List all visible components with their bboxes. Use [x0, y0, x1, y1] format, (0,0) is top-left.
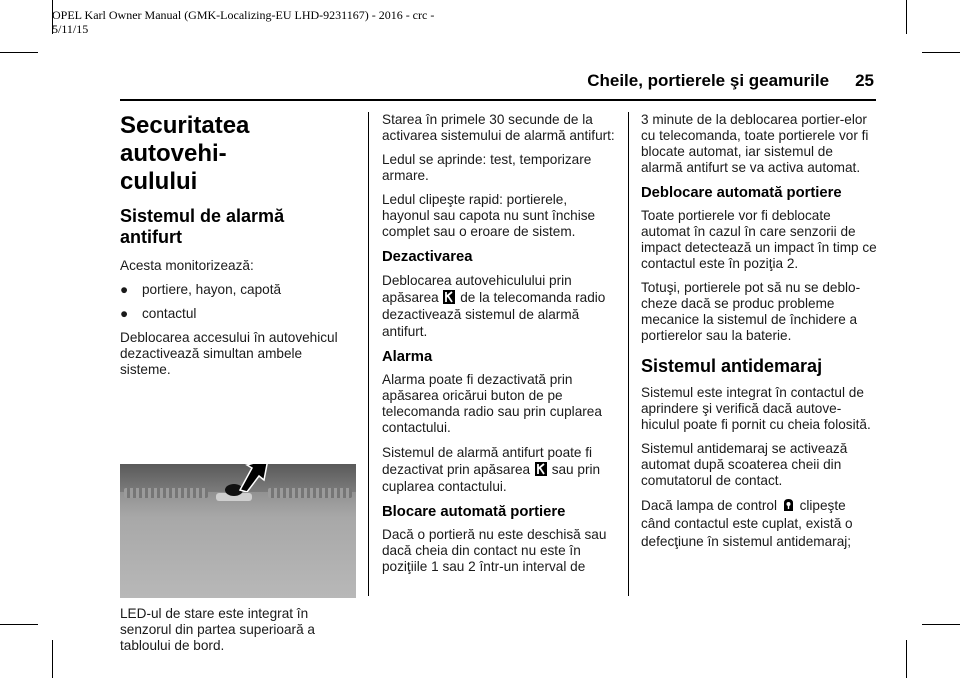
pointer-arrow-icon	[238, 464, 278, 492]
paragraph: Sistemul este integrat în contactul de aprindere şi verifică dacă autove-hiculul poate fi pornit cu cheia folosită.	[641, 385, 871, 432]
list-item	[120, 282, 356, 298]
subsection-title-line2: antifurt	[120, 227, 182, 247]
running-head-title: Cheile, portierele şi geamurile	[587, 71, 830, 90]
paragraph: Totuşi, portierele pot să nu se deblo-cheze dacă se produc probleme mecanice la sistemul de închidere a portierelor sau la baterie.	[641, 280, 861, 343]
heading-alarm: Alarma	[382, 349, 433, 365]
unlock-key-icon	[443, 290, 455, 304]
paragraph-text: Deblocarea autovehiculului prin apăsarea	[382, 273, 572, 305]
immobiliser-lamp-icon	[782, 498, 795, 512]
crop-mark	[52, 640, 53, 678]
bullet-mark: ●	[120, 282, 129, 297]
column-divider	[368, 112, 369, 596]
crop-mark	[906, 0, 907, 34]
document-header-line2: 5/11/15	[52, 22, 89, 36]
bullet-mark: ●	[120, 306, 129, 321]
unlock-key-icon	[535, 462, 547, 476]
crop-mark	[0, 624, 38, 625]
subsection-title-alarm	[120, 206, 356, 248]
paragraph-text: de la telecomanda radio dezactivează sistemul de alarmă antifurt.	[382, 290, 606, 339]
paragraph-text: Sistemul de alarmă antifurt poate fi dezactivat prin apăsarea	[382, 445, 593, 477]
figure-caption: LED-ul de stare este integrat în senzorul din partea superioară a tabloului de bord.	[120, 606, 315, 653]
crop-mark	[0, 52, 38, 53]
paragraph: Toate portierele vor fi deblocate automat în cazul în care senzorii de impact detectează un impact în timp ce contactul este în poziţia 2.	[641, 208, 877, 271]
page-number: 25	[855, 71, 874, 90]
paragraph	[382, 272, 618, 340]
paragraph: Ledul se aprinde: test, temporizare armare.	[382, 152, 592, 183]
list-item	[120, 306, 356, 322]
paragraph	[641, 497, 877, 551]
paragraph-text: Dacă lampa de control	[641, 498, 778, 513]
paragraph: Alarma poate fi dezactivată prin apăsarea oricărui buton de pe telecomanda radio sau prin cuplarea contactului.	[382, 372, 602, 435]
paragraph: Ledul clipeşte rapid: portierele, hayonul sau capota nu sunt închise complet sau o eroare de sistem.	[382, 192, 596, 239]
paragraph: Sistemul antidemaraj se activează automat după scoaterea cheii din comutatorul de contact.	[641, 441, 848, 488]
crop-mark	[922, 52, 960, 53]
paragraph: Dacă o portieră nu este deschisă sau dacă cheia din contact nu este în poziţiile 1 sau 2 într-un interval de	[382, 527, 607, 574]
paragraph: 3 minute de la deblocarea portier-elor cu telecomanda, toate portierele vor fi blocate automat, iar sistemul de alarmă antifurt se va activa automat.	[641, 112, 869, 175]
paragraph-text: clipeşte când contactul este cuplat, există o defecţiune în sistemul antidemaraj;	[641, 498, 853, 549]
list-item-text: contactul	[142, 306, 197, 321]
paragraph: Deblocarea accesului în autovehicul dezactivează simultan ambele sisteme.	[120, 330, 338, 377]
paragraph: Acesta monitorizează:	[120, 258, 254, 273]
heading-deactivation: Dezactivarea	[382, 249, 473, 265]
paragraph	[382, 444, 618, 495]
dashboard-sensor-illustration	[120, 464, 356, 598]
heading-auto-unlock: Deblocare automată portiere	[641, 185, 842, 201]
heading-auto-lock: Blocare automată portiere	[382, 504, 566, 520]
list-item-text: portiere, hayon, capotă	[142, 282, 282, 297]
column-1	[120, 112, 356, 662]
column-2	[382, 112, 618, 583]
air-vent	[268, 488, 352, 498]
running-head	[587, 71, 874, 91]
subsection-title-line1: Sistemul de alarmă	[120, 206, 285, 226]
section-title-line1: Securitatea autovehi-	[120, 112, 250, 167]
column-divider	[628, 112, 629, 596]
section-title-line2: culului	[120, 168, 198, 195]
paragraph: Starea în primele 30 secunde de la activarea sistemului de alarmă antifurt:	[382, 112, 615, 143]
crop-mark	[906, 640, 907, 678]
header-rule	[120, 99, 876, 101]
document-header-line1: OPEL Karl Owner Manual (GMK-Localizing-EU LHD-9231167) - 2016 - crc -	[52, 8, 435, 22]
document-header	[52, 8, 434, 36]
air-vent	[124, 488, 208, 498]
subsection-title-immobiliser: Sistemul antidemaraj	[641, 356, 823, 376]
paragraph-text: sau prin cuplarea contactului.	[382, 462, 601, 494]
column-3	[641, 112, 877, 559]
section-title	[120, 112, 356, 196]
crop-mark	[922, 624, 960, 625]
